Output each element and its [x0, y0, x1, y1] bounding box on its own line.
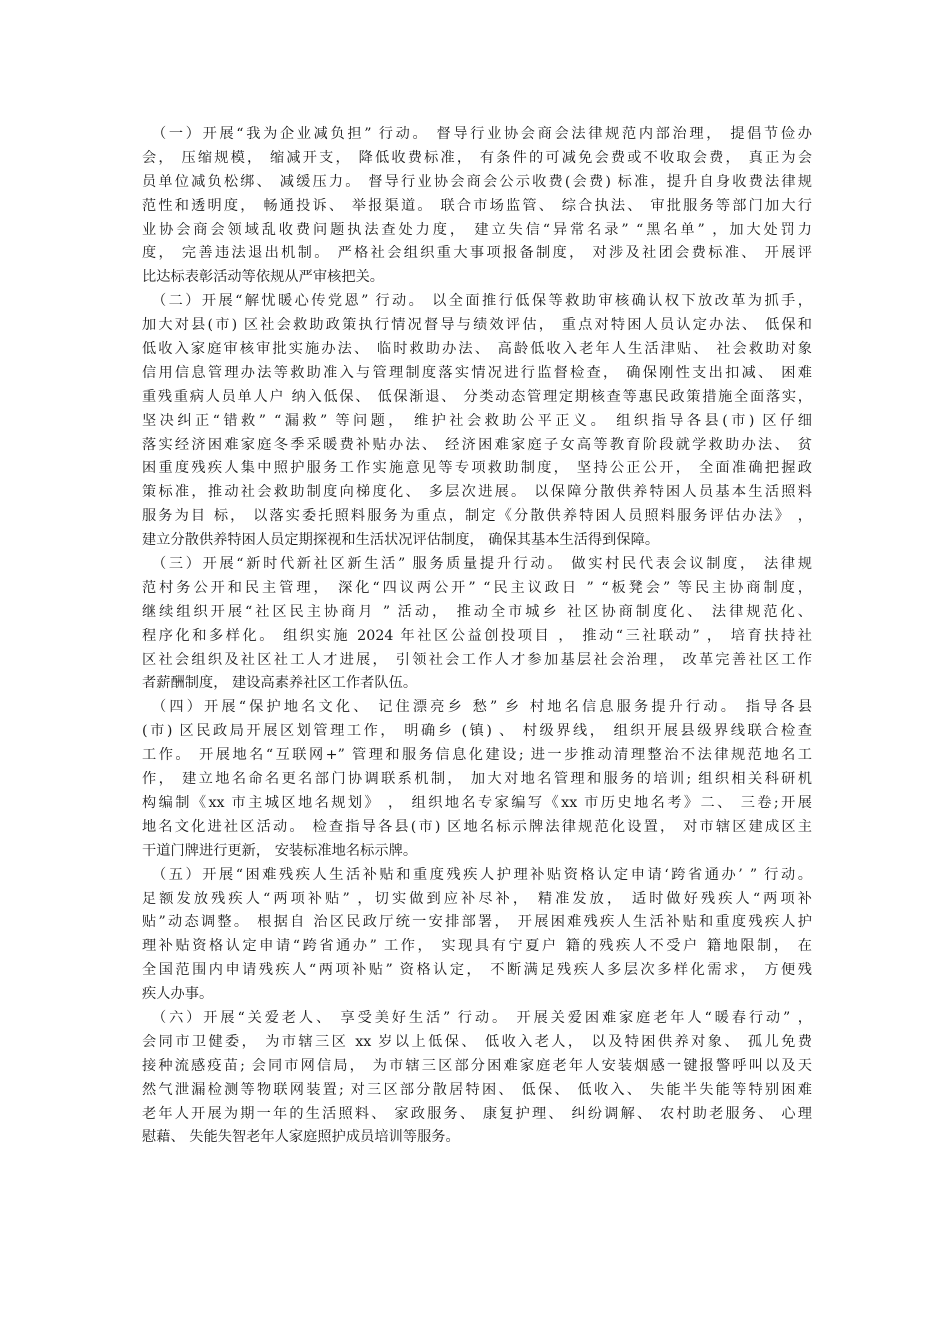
text-line: 程序化和多样化。 组织实施 2024 年社区公益创投项目 ， 推动“三社联动” ， 培育扶持社	[142, 627, 812, 644]
text-line: 加大对县(市) 区社会救助政策执行情况督导与绩效评估， 重点对特困人员认定办法、 低保和	[142, 317, 812, 334]
text-line: （三）开展“新时代新社区新生活” 服务质量提升行动。 做实村民代表会议制度， 法律规	[152, 556, 812, 573]
text-line: 比达标表彰活动等依规从严审核把关。	[142, 269, 385, 286]
text-line: 范村务公开和民主管理， 深化“四议两公开” “民主议政日 ” “板凳会” 等民主协商制度，	[142, 579, 812, 596]
text-line: （六）开展“关爱老人、 享受美好生活” 行动。 开展关爱困难家庭老年人“暖春行动” ，	[152, 1009, 812, 1026]
paragraph-5	[142, 864, 812, 1007]
text-line: 接种流感疫苗; 会同市网信局， 为市辖三区部分困难家庭老年人安装烟感一键报警呼叫以及天	[142, 1057, 812, 1074]
text-line: 重残重病人员单人户 纳入低保、 低保渐退、 分类动态管理定期核查等惠民政策措施全面落实，	[142, 388, 812, 405]
text-line: 工作。 开展地名“互联网+” 管理和服务信息化建设; 进一步推动清理整治不法律规范地名工	[142, 747, 812, 764]
text-line: 然气泄漏检测等物联网装置; 对三区部分散居特困、 低保、 低收入、 失能半失能等特别困难	[142, 1081, 812, 1098]
text-line: 策标准，推动社会救助制度向梯度化、 多层次进展。 以保障分散供养特困人员基本生活照料	[142, 484, 812, 501]
text-line: 低收入家庭审核审批实施办法、 临时救助办法、 高龄低收入老年人生活津贴、 社会救助对象	[142, 341, 812, 358]
text-line: 坚决纠正“错救” “漏救” 等问题， 维护社会救助公平正义。 组织指导各县(市) 区仔细	[142, 412, 812, 429]
text-line: 理补贴资格认定申请“跨省通办” 工作， 实现具有宁夏户 籍的残疾人不受户 籍地限制， 在	[142, 938, 812, 955]
paragraph-2	[142, 290, 812, 553]
text-line: （四）开展“保护地名文化、 记住漂亮乡 愁” 乡 村地名信息服务提升行动。 指导各县	[152, 699, 812, 716]
text-line: 贴”动态调整。 根据自 治区民政厅统一安排部署， 开展困难残疾人生活补贴和重度残疾人护	[142, 914, 812, 931]
document-body	[142, 123, 812, 1150]
paragraph-6	[142, 1007, 812, 1150]
text-line: 继续组织开展“社区民主协商月 ” 活动， 推动全市城乡 社区协商制度化、 法律规范化、	[142, 603, 812, 620]
text-line: 度， 完善违法退出机制。 严格社会组织重大事项报备制度， 对涉及社团会费标准、 开展评	[142, 245, 812, 262]
text-line: 范性和透明度， 畅通投诉、 举报渠道。 联合市场监管、 综合执法、 审批服务等部门加大行	[142, 197, 812, 214]
text-line: 区社会组织及社区社工人才进展， 引领社会工作人才参加基层社会治理， 改革完善社区工作	[142, 651, 812, 668]
text-line: 困重度残疾人集中照护服务工作实施意见等专项救助制度， 坚持公正公开， 全面准确把握政	[142, 460, 812, 477]
text-line: 地名文化进社区活动。 检查指导各县(市) 区地名标示牌法律规范化设置， 对市辖区建成区主	[142, 818, 812, 835]
text-line: (市) 区民政局开展区划管理工作， 明确乡 (镇) 、 村级界线， 组织开展县级界线联合检查	[142, 723, 812, 740]
paragraph-4	[142, 696, 812, 863]
text-line: 干道门牌进行更新， 安装标准地名标示牌。	[142, 842, 418, 859]
text-line: 老年人开展为期一年的生活照料、 家政服务、 康复护理、 纠纷调解、 农村助老服务、 心理	[142, 1105, 812, 1122]
text-line: 慰藉、 失能失智老年人家庭照护成员培训等服务。	[142, 1129, 460, 1146]
text-line: 者薪酬制度， 建设高素养社区工作者队伍。	[142, 675, 418, 692]
text-line: （一）开展“我为企业减负担” 行动。 督导行业协会商会法律规范内部治理， 提倡节俭办	[152, 126, 812, 142]
text-line: 足额发放残疾人“两项补贴” ，切实做到应补尽补， 精准发放， 适时做好残疾人“两项补	[142, 890, 812, 907]
text-line: （二）开展“解忧暖心传党恩” 行动。 以全面推行低保等救助审核确认权下放改革为抓手，	[152, 293, 812, 310]
text-line: 员单位减负松绑、 减缓压力。 督导行业协会商会公示收费(会费) 标准，提升自身收费法律规	[142, 173, 812, 190]
text-line: 信用信息管理办法等救助准入与管理制度落实情况进行监督检查， 确保刚性支出扣减、 困难	[142, 364, 812, 381]
text-line: 会同市卫健委， 为市辖三区 xx 岁以上低保、 低收入老人， 以及特困供养对象、 孤儿免费	[142, 1033, 812, 1050]
text-line: 作， 建立地名命名更名部门协调联系机制， 加大对地名管理和服务的培训; 组织相关科研机	[142, 771, 812, 788]
text-line: 疾人办事。	[142, 986, 214, 1003]
text-line: 会， 压缩规模， 缩减开支， 降低收费标准， 有条件的可减免会费或不收取会费， 真正为会	[142, 149, 812, 166]
text-line: 业协会商会领域乱收费问题执法查处力度， 建立失信“异常名录” “黑名单” ，加大处罚力	[142, 221, 812, 238]
paragraph-3	[142, 553, 812, 696]
text-line: 服务为目 标， 以落实委托照料服务为重点，制定《分散供养特困人员照料服务评估办法》 ，	[142, 508, 812, 525]
paragraph-1	[142, 123, 812, 290]
text-line: 构编制《xx 市主城区地名规划》 ， 组织地名专家编写《xx 市历史地名考》二、 三卷;开展	[142, 794, 812, 811]
text-line: （五）开展“困难残疾人生活补贴和重度残疾人护理补贴资格认定申请‘跨省通办’ ” 行动。	[152, 866, 812, 883]
text-line: 建立分散供养特困人员定期探视和生活状况评估制度， 确保其基本生活得到保障。	[142, 532, 660, 549]
text-line: 落实经济困难家庭冬季采暖费补贴办法、 经济困难家庭子女高等教育阶段就学救助办法、 贫	[142, 436, 812, 453]
text-line: 全国范围内申请残疾人“两项补贴” 资格认定， 不断满足残疾人多层次多样化需求， 方便残	[142, 962, 812, 979]
